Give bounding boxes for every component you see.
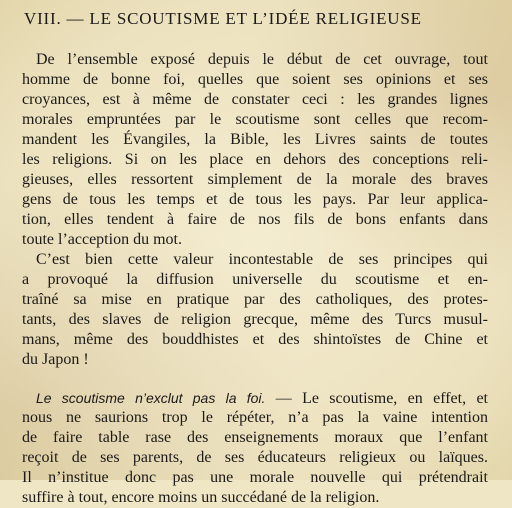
- text-line: mandent les Évangiles, la Bible, les Livres saints de toutes: [22, 131, 488, 148]
- text-line: du Japon !: [22, 351, 89, 368]
- text-line: mans, même des bouddhistes et des shintoïstes de Chine et: [22, 331, 488, 348]
- page-text: [22, 50, 488, 508]
- text-line: tion, elles tendent à faire de nos fils de bons enfants dans: [22, 211, 488, 228]
- text-line: croyances, est à même de constater ceci : les grandes lignes: [22, 91, 488, 108]
- text-line: [22, 388, 488, 408]
- text-line: homme de bonne foi, quelles que soient ses opinions et ses: [22, 71, 488, 88]
- text-line: traîné sa mise en pratique par des catholiques, des protes-: [22, 291, 488, 308]
- text-line: reçoit de ses parents, de ses éducateurs religieux ou laïques.: [22, 449, 488, 466]
- text-line: De l’ensemble exposé depuis le début de cet ouvrage, tout: [36, 51, 488, 68]
- paragraph-2: [22, 250, 488, 370]
- text-line: Il n’institue donc pas une morale nouvelle qui prétendrait: [22, 469, 488, 486]
- paragraph-1: [22, 50, 488, 250]
- text-line: a provoqué la diffusion universelle du scoutisme et en-: [22, 271, 488, 288]
- text-line: de faire table rase des enseignements moraux que l’enfant: [22, 429, 488, 446]
- text-line: toute l’acception du mot.: [22, 231, 182, 248]
- paragraph-gap: [22, 370, 488, 388]
- text-line: les religions. Si on les place en dehors des conceptions reli-: [22, 151, 488, 168]
- text-line: nous ne saurions trop le répéter, n’a pas la vaine intention: [22, 409, 488, 426]
- chapter-title: VIII. — LE SCOUTISME ET L’IDÉE RELIGIEUSE: [24, 9, 422, 28]
- paragraph-3: [22, 388, 488, 508]
- text-line: suffire à tout, encore moins un succédané de la religion.: [22, 489, 380, 506]
- text-line: tants, des slaves de religion grecque, même des Turcs musul-: [22, 311, 488, 328]
- section-heading-continuation: — Le scoutisme, en effet, et: [265, 390, 489, 407]
- text-line: morales empruntées par le scoutisme sont celles que recom-: [22, 111, 488, 128]
- text-line: C’est bien cette valeur incontestable de ses principes qui: [36, 251, 488, 268]
- section-heading: Le scoutisme n’exclut pas la foi.: [36, 390, 266, 406]
- text-line: gens de tous les temps et de tous les pays. Par leur applica-: [22, 191, 488, 208]
- text-line: gieuses, elles ressortent simplement de la morale des braves: [22, 171, 488, 188]
